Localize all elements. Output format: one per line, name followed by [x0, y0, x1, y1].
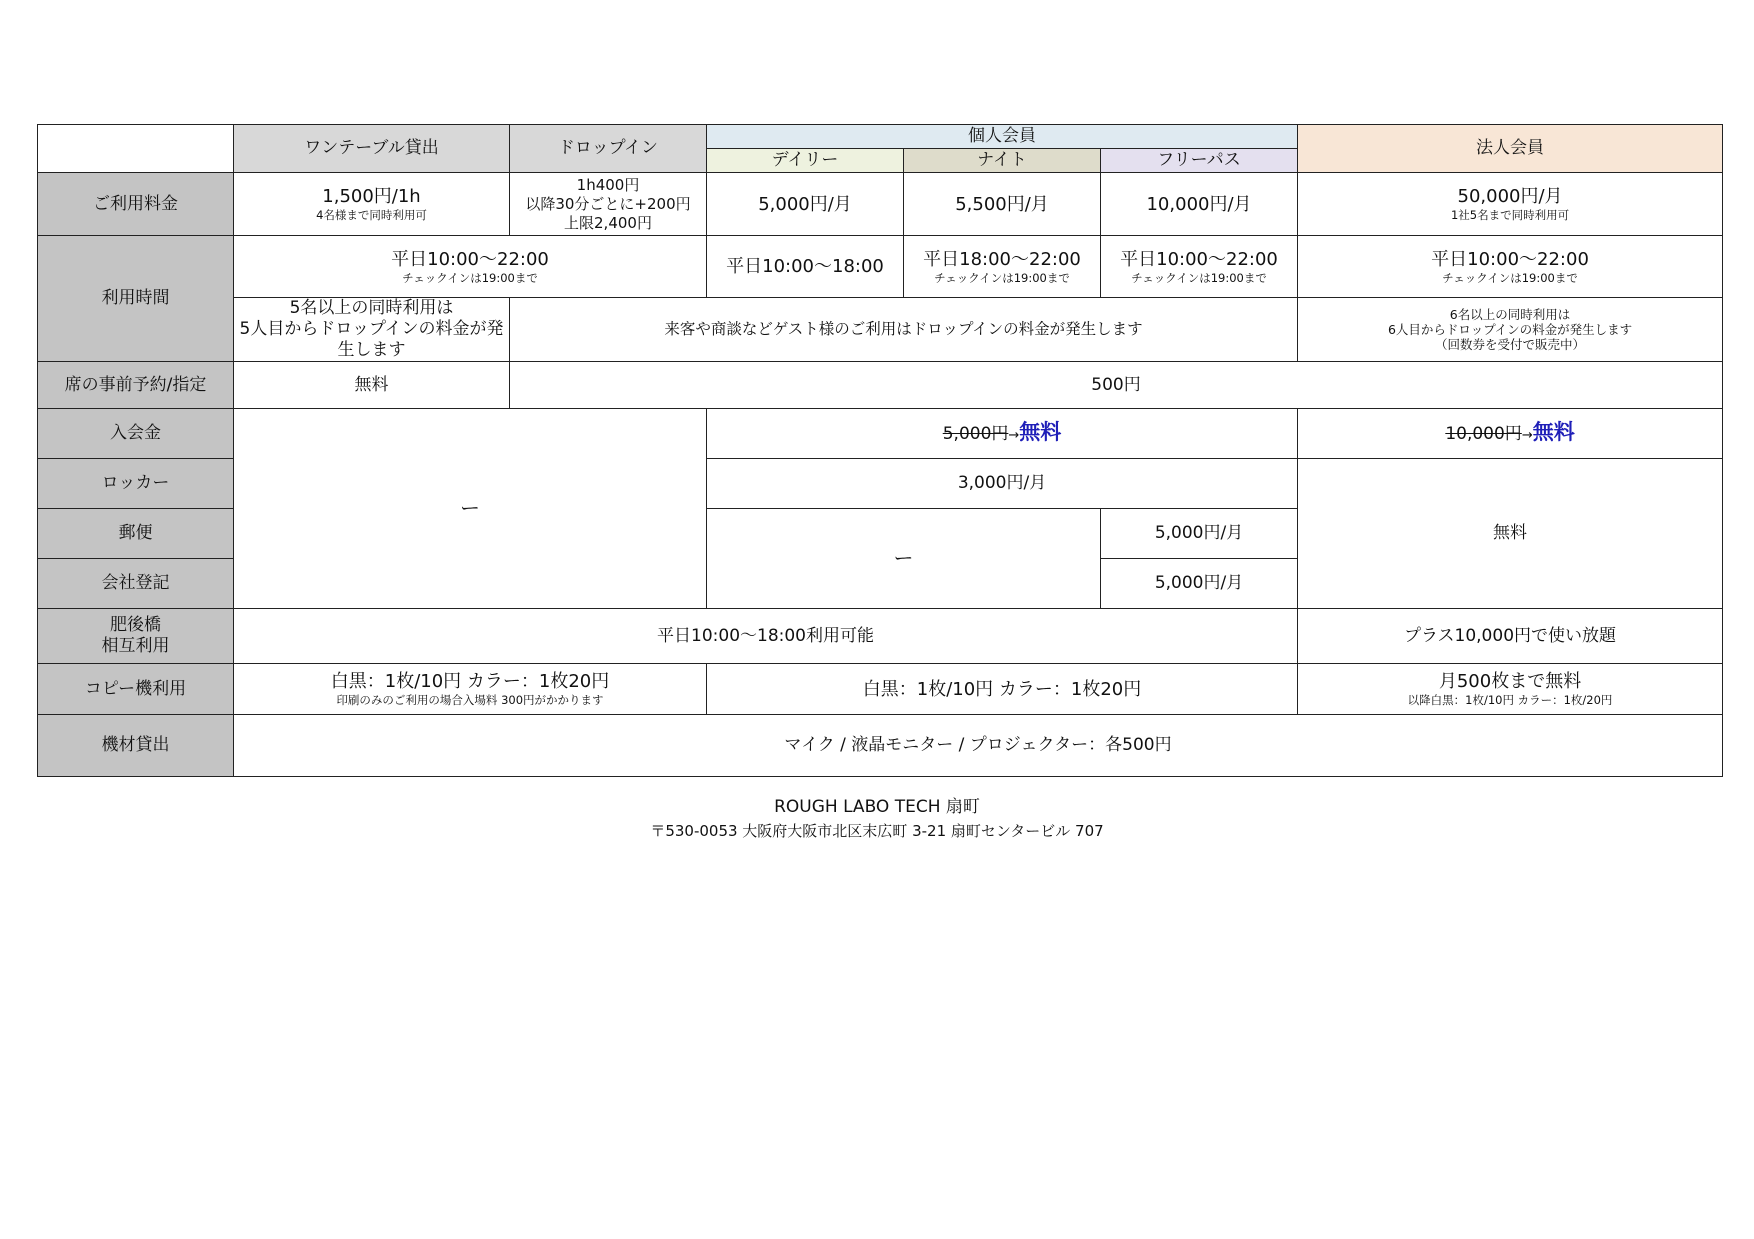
hours-night [904, 236, 1101, 298]
corner-cell [38, 125, 234, 173]
copy-one-dropin-note: 印刷のみのご利用の場合入場料 300円がかかります [336, 693, 604, 707]
equipment-main: マイク / 液晶モニター / プロジェクター：各500円 [234, 715, 1723, 777]
hours-night-note: チェックインは19:00まで [934, 270, 1070, 285]
hours-guest-note: 来客や商談などゲスト様のご利用はドロップインの料金が発生します [510, 298, 1298, 362]
higobashi-label-line1: 肥後橋 [110, 615, 161, 635]
admission-individual-new: 無料 [1019, 419, 1062, 444]
copy-individual: 白黒：1枚/10円 カラー：1枚20円 [707, 664, 1298, 715]
fee-corporate [1298, 173, 1723, 236]
hours-corporate-note: チェックインは19:00まで [1442, 270, 1578, 285]
hours-corporate [1298, 236, 1723, 298]
copy-one-dropin [234, 664, 707, 715]
admission-individual-arrow: → [1008, 427, 1020, 443]
footer-address: 〒530-0053 大阪府大阪市北区末広町 3-21 扇町センタービル 707 [650, 822, 1104, 840]
header-free-pass: フリーパス [1101, 149, 1298, 173]
fee-free-pass: 10,000円/月 [1101, 173, 1298, 236]
corporate-guest-line2: 6人目からドロップインの料金が発生します [1387, 322, 1633, 337]
hours-night-main: 平日18:00～22:00 [923, 248, 1081, 270]
admission-corporate-old: 10,000円 [1445, 423, 1522, 444]
copy-one-dropin-main: 白黒：1枚/10円 カラー：1枚20円 [330, 671, 610, 692]
admission-none: ー [234, 409, 707, 609]
mail-registration-none: ー [707, 509, 1101, 609]
mail-free-pass: 5,000円/月 [1101, 509, 1298, 559]
row-label-hours: 利用時間 [38, 236, 234, 362]
hours-one-dropin-main: 平日10:00～22:00 [391, 248, 549, 270]
hours-free-pass [1101, 236, 1298, 298]
hours-free-note: チェックインは19:00まで [1131, 270, 1267, 285]
admission-corporate [1298, 409, 1723, 459]
fee-one-table-main: 1,500円/1h [322, 186, 421, 207]
fee-dropin-line2: 以降30分ごとに+200円 [525, 194, 691, 213]
one-table-guest-line2: 5人目からドロップインの料金が発生します [239, 319, 504, 360]
hours-free-main: 平日10:00～22:00 [1120, 248, 1278, 270]
row-label-locker: ロッカー [38, 459, 234, 509]
hours-one-table-guest [234, 298, 510, 362]
fee-corporate-note: 1社5名まで同時利用可 [1450, 208, 1570, 222]
fee-dropin-line1: 1h400円 [576, 175, 640, 194]
registration-free-pass: 5,000円/月 [1101, 559, 1298, 609]
higobashi-main: 平日10:00～18:00利用可能 [234, 609, 1298, 664]
footer-company-name: ROUGH LABO TECH 扇町 [774, 797, 980, 817]
row-label-equipment: 機材貸出 [38, 715, 234, 777]
header-night: ナイト [904, 149, 1101, 173]
row-label-admission: 入会金 [38, 409, 234, 459]
corporate-guest-line1: 6名以上の同時利用は [1449, 307, 1571, 322]
corporate-guest-line3: （回数券を受付で販売中） [1435, 337, 1586, 352]
header-daily: デイリー [707, 149, 904, 173]
fee-daily: 5,000円/月 [707, 173, 904, 236]
pricing-table [37, 124, 1723, 777]
hours-corporate-main: 平日10:00～22:00 [1431, 248, 1589, 270]
higobashi-label-line2: 相互利用 [101, 636, 170, 656]
copy-corporate-main: 月500枚まで無料 [1438, 671, 1582, 692]
header-corporate: 法人会員 [1298, 125, 1723, 173]
header-one-table: ワンテーブル貸出 [234, 125, 510, 173]
header-dropin: ドロップイン [510, 125, 707, 173]
admission-individual [707, 409, 1298, 459]
reservation-one-table: 無料 [234, 362, 510, 409]
higobashi-corporate: プラス10,000円で使い放題 [1298, 609, 1723, 664]
one-table-guest-line1: 5名以上の同時利用は [289, 298, 454, 318]
fee-dropin-line3: 上限2,400円 [564, 213, 652, 232]
fee-one-table [234, 173, 510, 236]
row-label-copy: コピー機利用 [38, 664, 234, 715]
row-label-higobashi [38, 609, 234, 664]
row-label-reservation: 席の事前予約/指定 [38, 362, 234, 409]
fee-night: 5,500円/月 [904, 173, 1101, 236]
fee-corporate-main: 50,000円/月 [1457, 186, 1563, 207]
copy-corporate [1298, 664, 1723, 715]
header-individual: 個人会員 [707, 125, 1298, 149]
reservation-others: 500円 [510, 362, 1723, 409]
hours-one-dropin [234, 236, 707, 298]
admission-individual-old: 5,000円 [942, 423, 1009, 444]
admission-corporate-arrow: → [1521, 427, 1533, 443]
row-label-fee: ご利用料金 [38, 173, 234, 236]
fee-one-table-note: 4名様まで同時利用可 [316, 208, 427, 222]
admission-corporate-new: 無料 [1532, 419, 1575, 444]
fee-dropin [510, 173, 707, 236]
copy-corporate-note: 以降白黒：1枚/10円 カラー：1枚/20円 [1407, 693, 1613, 707]
row-label-registration: 会社登記 [38, 559, 234, 609]
locker-mail-registration-corporate: 無料 [1298, 459, 1723, 609]
row-label-mail: 郵便 [38, 509, 234, 559]
hours-daily: 平日10:00～18:00 [707, 236, 904, 298]
hours-one-dropin-note: チェックインは19:00まで [402, 270, 538, 285]
hours-corporate-guest [1298, 298, 1723, 362]
locker-individual: 3,000円/月 [707, 459, 1298, 509]
